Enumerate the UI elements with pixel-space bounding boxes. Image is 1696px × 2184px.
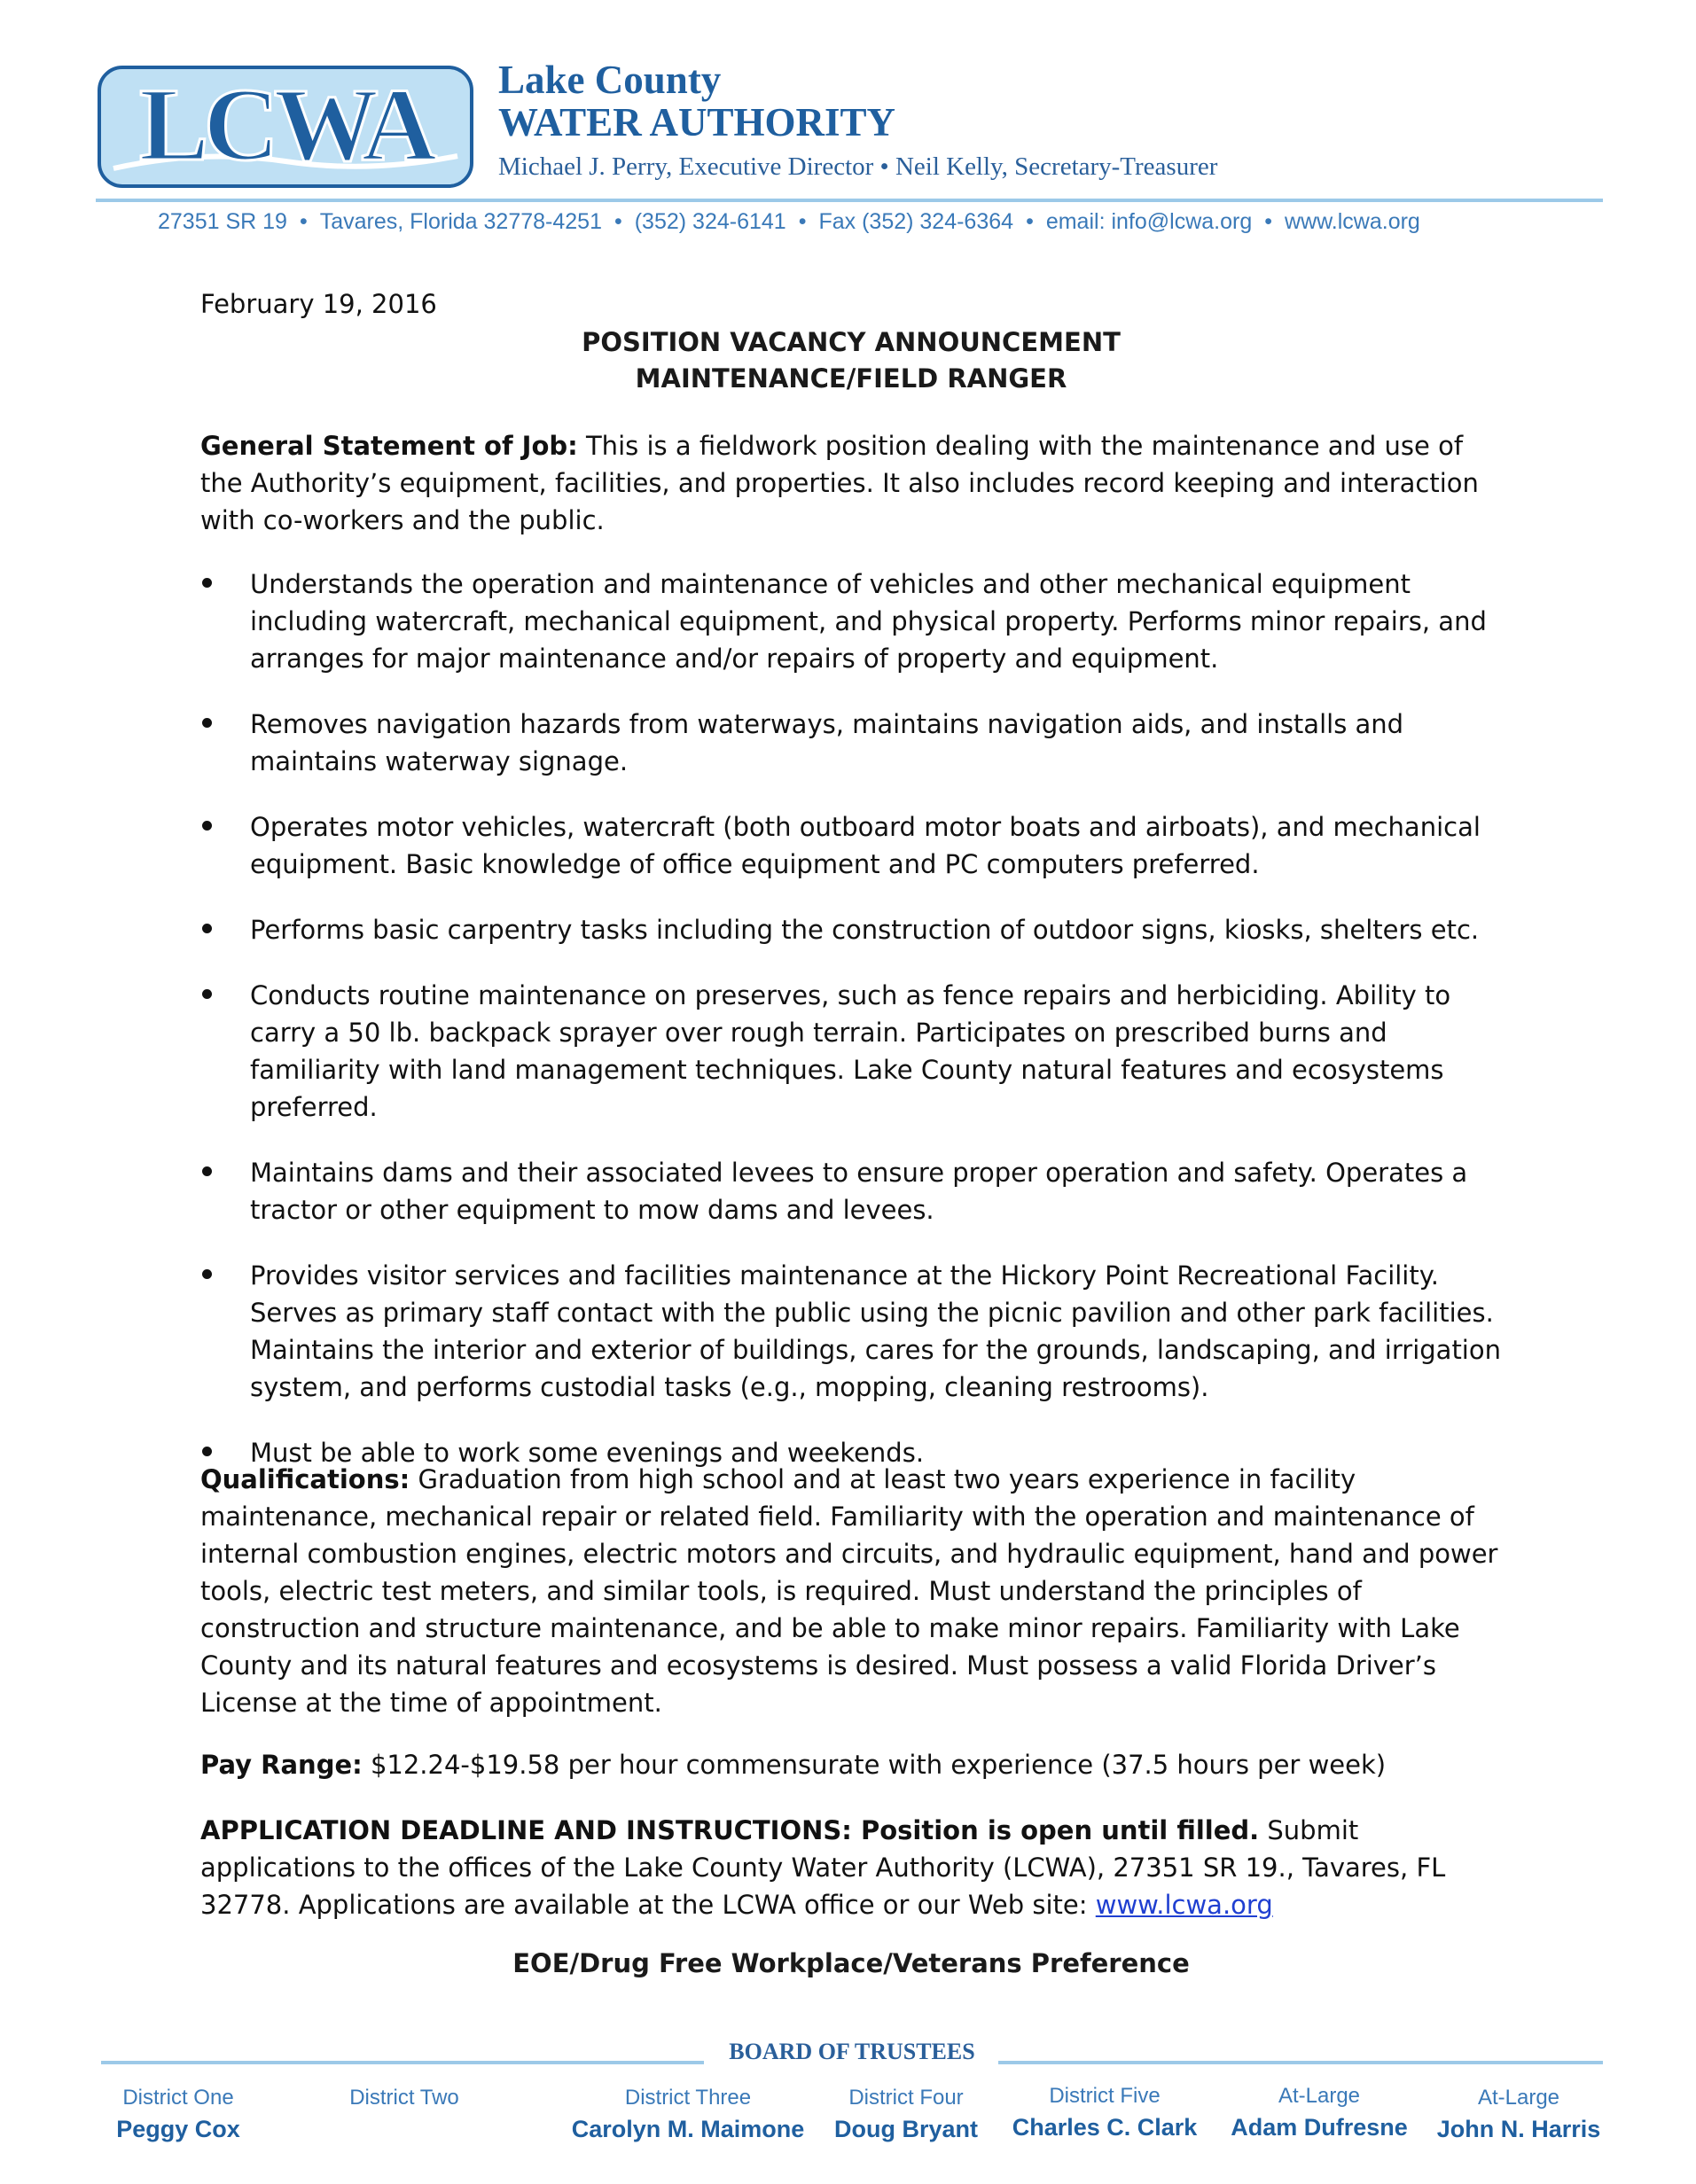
letter-date: February 19, 2016 bbox=[200, 289, 437, 319]
bullet-icon bbox=[202, 718, 212, 728]
bullet-separator: • bbox=[1026, 209, 1034, 234]
list-item bbox=[200, 977, 1504, 1126]
position-title: MAINTENANCE/FIELD RANGER bbox=[635, 363, 1067, 394]
duty-text: Maintains dams and their associated levees to ensure proper operation and safety. Operates a tractor or other equipment to mow dams and levees. bbox=[250, 1158, 1468, 1225]
list-item bbox=[200, 706, 1504, 780]
district-label: District Three bbox=[624, 2086, 752, 2110]
duty-text: Operates motor vehicles, watercraft (both outboard motor boats and airboats), and mechanical equipment. Basic knowledge of office equipment and PC computers preferred. bbox=[250, 812, 1481, 879]
trustee-district-three bbox=[555, 2085, 821, 2147]
organization-name bbox=[498, 58, 895, 144]
bullet-separator: • bbox=[614, 209, 622, 234]
header-divider bbox=[96, 199, 1603, 202]
bullet-icon bbox=[202, 924, 212, 933]
district-label: District Four bbox=[848, 2086, 964, 2110]
contact-address: 27351 SR 19 bbox=[158, 209, 287, 234]
list-item bbox=[200, 566, 1504, 677]
contact-website: www.lcwa.org bbox=[1285, 209, 1420, 234]
trustee-name: Charles C. Clark bbox=[1012, 2114, 1198, 2141]
list-item bbox=[200, 1154, 1504, 1228]
duty-text: Must be able to work some evenings and weekends. bbox=[250, 1438, 925, 1468]
bullet-separator: • bbox=[299, 209, 308, 234]
application-instructions bbox=[200, 1812, 1502, 1923]
duties-list bbox=[200, 566, 1504, 1500]
district-label: District Five bbox=[1049, 2084, 1161, 2108]
contact-line bbox=[158, 209, 1550, 235]
bullet-separator: • bbox=[798, 209, 807, 234]
qualifications bbox=[200, 1461, 1502, 1721]
duty-text: Conducts routine maintenance on preserves, such as fence repairs and herbiciding. Ability to carry a 50 lb. backpack sprayer over rough terrain. Participates on prescribed burns and familiarity with land management techniques. Lake County natural features and ecosystems preferred. bbox=[250, 980, 1451, 1122]
board-divider-left bbox=[101, 2061, 704, 2064]
pay-range-text: $12.24-$19.58 per hour commensurate with experience (37.5 hours per week) bbox=[362, 1750, 1387, 1780]
district-label: At-Large bbox=[1278, 2084, 1361, 2108]
bullet-icon bbox=[202, 1269, 212, 1279]
eoe-statement: EOE/Drug Free Workplace/Veterans Preference bbox=[512, 1948, 1190, 1978]
list-item bbox=[200, 911, 1504, 948]
bullet-icon bbox=[202, 989, 212, 999]
list-item bbox=[200, 1257, 1504, 1406]
bullet-icon bbox=[202, 578, 212, 588]
duty-text: Performs basic carpentry tasks including the construction of outdoor signs, kiosks, shelters etc. bbox=[250, 915, 1480, 945]
bullet-icon bbox=[202, 1447, 212, 1456]
pay-range-label: Pay Range: bbox=[200, 1750, 363, 1780]
board-title: BOARD OF TRUSTEES bbox=[729, 2039, 975, 2064]
general-statement-text: This is a fieldwork position dealing with the maintenance and use of the Authority’s equipment, facilities, and properties. It also includes record keeping and interaction with co-workers and the public. bbox=[200, 431, 1479, 535]
lcwa-logo-graphic bbox=[96, 64, 475, 190]
application-text: Submit applications to the offices of the Lake County Water Authority (LCWA), 27351 SR 19., Tavares, FL 32778. Applications are available at the LCWA office or our Web site: bbox=[200, 1815, 1446, 1920]
trustee-district-two bbox=[316, 2085, 493, 2111]
contact-email: email: info@lcwa.org bbox=[1045, 209, 1253, 234]
trustee-name: Peggy Cox bbox=[116, 2116, 240, 2142]
trustee-name: Adam Dufresne bbox=[1231, 2114, 1408, 2141]
qualifications-text: Graduation from high school and at least two years experience in facility maintenance, mechanical repair or related field. Familiarity with the operation and maintenance of internal combustion engines, electric motors and circuits, and hydraulic equipment, hand and power tools, electric test meters, and similar tools, is required. Must understand the principles of construction and structure maintenance, and be able to make minor repairs. Familiarity with Lake County and its natural features and ecosystems is desired. Must possess a valid Florida Driver’s License at the time of appointment. bbox=[200, 1464, 1498, 1718]
officers-line: Michael J. Perry, Executive Director • Neil Kelly, Secretary-Treasurer bbox=[498, 152, 1218, 181]
org-name-line2: WATER AUTHORITY bbox=[498, 100, 896, 144]
trustee-name: Doug Bryant bbox=[834, 2116, 978, 2142]
trustee-district-one bbox=[85, 2085, 271, 2147]
website-link[interactable]: www.lcwa.org bbox=[1095, 1890, 1273, 1920]
duty-text: Understands the operation and maintenance of vehicles and other mechanical equipment including watercraft, mechanical equipment, and physical property. Performs minor repairs, and arranges for major maintenance and/or repairs of property and equipment. bbox=[250, 569, 1487, 674]
contact-phone: (352) 324-6141 bbox=[634, 209, 786, 234]
application-label: APPLICATION DEADLINE AND INSTRUCTIONS: Position is open until filled. bbox=[200, 1815, 1260, 1845]
general-statement bbox=[200, 427, 1502, 539]
bullet-separator: • bbox=[1264, 209, 1273, 234]
district-label: District One bbox=[122, 2086, 234, 2110]
announcement-title: POSITION VACANCY ANNOUNCEMENT bbox=[582, 327, 1121, 357]
lcwa-logo bbox=[96, 64, 475, 190]
contact-city: Tavares, Florida 32778-4251 bbox=[319, 209, 602, 234]
trustee-at-large-1 bbox=[1215, 2083, 1424, 2145]
district-label: At-Large bbox=[1477, 2086, 1560, 2110]
board-divider-right bbox=[998, 2061, 1603, 2064]
trustee-district-four bbox=[826, 2085, 986, 2147]
district-label: District Two bbox=[349, 2086, 459, 2110]
duty-text: Provides visitor services and facilities maintenance at the Hickory Point Recreational Facility. Serves as primary staff contact with the public using the picnic pavilion and other park facilities. Maintains the interior and exterior of buildings, cares for the grounds, landscaping, and irrigation system, and performs custodial tasks (e.g., mopping, cleaning restrooms). bbox=[250, 1260, 1501, 1402]
org-name-line1: Lake County bbox=[498, 58, 722, 102]
trustee-at-large-2 bbox=[1424, 2085, 1614, 2147]
duty-text: Removes navigation hazards from waterways, maintains navigation aids, and installs and maintains waterway signage. bbox=[250, 709, 1404, 776]
pay-range bbox=[200, 1746, 1502, 1783]
contact-fax: Fax (352) 324-6364 bbox=[818, 209, 1014, 234]
trustee-name: John N. Harris bbox=[1436, 2116, 1601, 2142]
qualifications-label: Qualifications: bbox=[200, 1464, 410, 1494]
trustee-name: Carolyn M. Maimone bbox=[571, 2116, 805, 2142]
list-item bbox=[200, 808, 1504, 883]
bullet-icon bbox=[202, 821, 212, 831]
trustee-district-five bbox=[996, 2083, 1213, 2145]
general-statement-label: General Statement of Job: bbox=[200, 431, 578, 461]
logo-lettering: LCWA bbox=[138, 66, 433, 183]
bullet-icon bbox=[202, 1166, 212, 1176]
